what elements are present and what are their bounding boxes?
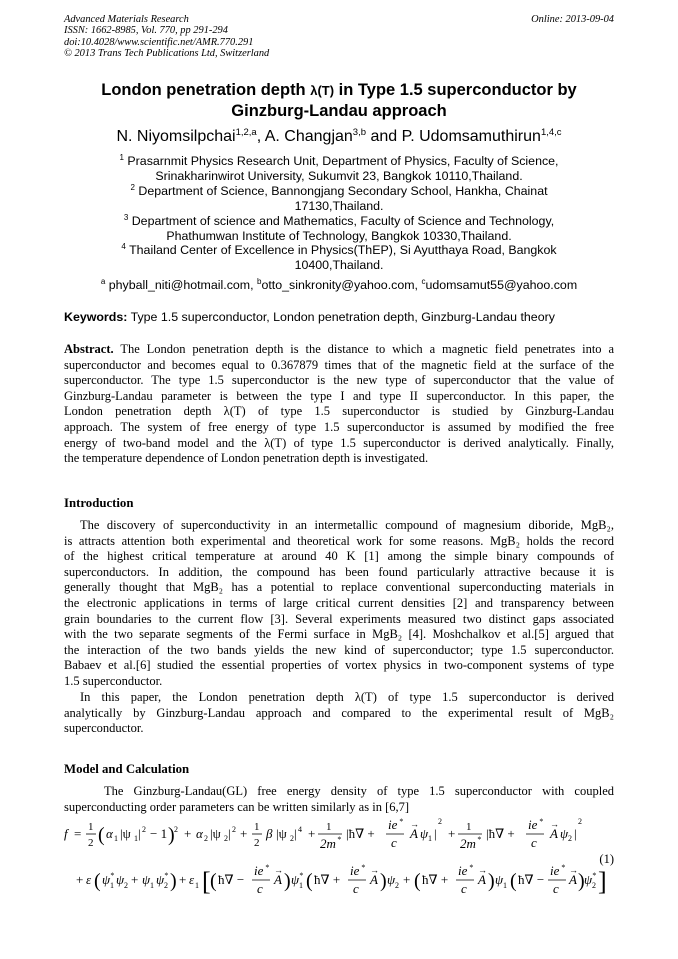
author-1: N. Niyomsilpchai xyxy=(116,128,236,145)
svg-text:*: * xyxy=(337,835,341,844)
svg-text:ie: ie xyxy=(528,817,538,832)
svg-text:1: 1 xyxy=(428,834,432,843)
svg-text:2: 2 xyxy=(568,834,572,843)
svg-text:ψ: ψ xyxy=(291,872,300,887)
intro-line: is attracts attention both experimental and theoretical work for some reasons. MgB₂ holds the record xyxy=(64,533,614,548)
svg-text:*: * xyxy=(399,817,403,826)
intro-line: superconductor. xyxy=(64,721,144,736)
svg-text:→: → xyxy=(478,865,487,875)
svg-text:2: 2 xyxy=(164,881,168,890)
abstract xyxy=(64,342,614,467)
svg-text:2m: 2m xyxy=(460,836,476,851)
affiliation-2 xyxy=(80,180,598,214)
svg-text:c: c xyxy=(257,881,263,896)
svg-text:|: | xyxy=(228,826,231,841)
svg-text:1: 1 xyxy=(88,821,94,833)
svg-text:*: * xyxy=(477,835,481,844)
affiliation-4 xyxy=(80,239,598,273)
email-c[interactable]: udomsamut55@yahoo.com xyxy=(425,278,578,292)
svg-text:A: A xyxy=(410,826,418,841)
introduction-paragraph-2 xyxy=(64,690,614,737)
svg-text:2: 2 xyxy=(438,817,442,826)
svg-text:+: + xyxy=(403,872,411,887)
issn-line: ISSN: 1662-8985, Vol. 770, pp 291-294 xyxy=(64,25,228,37)
affil-3-line-2: Phathumwan Institute of Technology, Bangkok 10330,Thailand. xyxy=(166,229,512,243)
affil-4-line-2: 10400,Thailand. xyxy=(294,258,384,272)
svg-text:(: ( xyxy=(414,870,421,892)
svg-text:2: 2 xyxy=(174,825,178,834)
svg-text:1: 1 xyxy=(326,821,332,833)
svg-text:c: c xyxy=(461,881,467,896)
affil-4-line-1: Thailand Center of Excellence in Physics(ThEP), Si Ayutthaya Road, Bangkok xyxy=(129,243,557,257)
svg-text:→: → xyxy=(410,819,419,829)
intro-line: Babaev et al.[6] studied the essential properties of vortex physics in two-component systems of type xyxy=(64,658,614,673)
author-emails xyxy=(64,274,614,293)
svg-text:(: ( xyxy=(94,870,101,892)
svg-text:1: 1 xyxy=(195,881,199,890)
svg-text:): ) xyxy=(380,870,387,892)
svg-text:+: + xyxy=(308,826,316,841)
journal-header xyxy=(64,14,269,60)
svg-text:2: 2 xyxy=(578,817,582,826)
svg-text:2: 2 xyxy=(254,837,260,849)
model-paragraph xyxy=(64,784,614,815)
svg-text:1: 1 xyxy=(150,881,154,890)
affil-2-num: 2 xyxy=(130,183,135,192)
author-3-sup: 1,4,c xyxy=(540,127,562,138)
keywords-text: Type 1.5 superconductor, London penetration depth, Ginzburg-Landau theory xyxy=(127,310,555,324)
introduction-heading: Introduction xyxy=(64,496,134,510)
equation-line-1 xyxy=(64,817,582,851)
journal-name: Advanced Materials Research xyxy=(64,14,189,25)
intro-line: superconductors. In addition, the compound has been found particularly attractive because it is xyxy=(64,564,614,579)
affil-3-line-1: Department of science and Mathematics, Faculty of Science and Technology, xyxy=(131,214,555,228)
svg-text:*: * xyxy=(361,863,365,872)
svg-text:+: + xyxy=(131,872,139,887)
svg-text:1: 1 xyxy=(110,881,114,890)
svg-text:|: | xyxy=(574,826,577,841)
affil-3-num: 3 xyxy=(123,213,129,222)
svg-text:α: α xyxy=(106,826,113,841)
svg-text:ie: ie xyxy=(350,863,360,878)
abstract-line: superconductor and becomes equal to 0.367879 times that of the magnetic field at the surface of the xyxy=(64,357,614,372)
intro-line: In this paper, the London penetration depth λ(T) of type 1.5 superconductor is derived xyxy=(80,690,614,704)
svg-text:→: → xyxy=(569,865,578,875)
svg-text:(: ( xyxy=(306,870,313,892)
svg-text:c: c xyxy=(353,881,359,896)
svg-text:2m: 2m xyxy=(320,836,336,851)
email-b[interactable]: otto_sinkronity@yahoo.com, xyxy=(261,278,422,292)
email-a[interactable]: phyball_niti@hotmail.com, xyxy=(108,278,258,292)
svg-text:ie: ie xyxy=(254,863,264,878)
svg-text:2: 2 xyxy=(204,834,208,843)
svg-text:ψ: ψ xyxy=(420,826,429,841)
svg-text:A: A xyxy=(370,872,378,887)
abstract-text: The London penetration depth is the distance to which a magnetic field penetrates into a xyxy=(113,342,614,356)
online-date: Online: 2013-09-04 xyxy=(531,14,614,25)
intro-line: 1.5 superconductor. xyxy=(64,673,163,688)
svg-text:(: ( xyxy=(98,824,105,846)
title-line-1 xyxy=(80,80,598,101)
svg-text:1: 1 xyxy=(114,834,118,843)
svg-text:ε: ε xyxy=(189,872,195,887)
affil-1-line-1: Prasarnmit Physics Research Unit, Department of Physics, Faculty of Science, xyxy=(127,154,559,168)
abstract-line: superconductor. The type 1.5 superconductor is the new type of superconductor that the value of xyxy=(64,373,614,388)
svg-text:+: + xyxy=(76,872,84,887)
svg-text:+: + xyxy=(240,826,248,841)
svg-text:2: 2 xyxy=(88,837,94,849)
svg-text:c: c xyxy=(531,835,537,850)
model-line: superconducting order parameters can be written similarly as in [6,7] xyxy=(64,799,410,814)
svg-text:=: = xyxy=(74,826,82,841)
author-1-sup: 1,2,a xyxy=(235,127,257,138)
doi-line[interactable]: doi:10.4028/www.scientific.net/AMR.770.291 xyxy=(64,36,254,48)
svg-text:*: * xyxy=(299,871,303,880)
model-line: The Ginzburg-Landau(GL) free energy density of type 1.5 superconductor with coupled xyxy=(104,784,614,798)
svg-text:|ħ∇ +: |ħ∇ + xyxy=(346,826,375,841)
svg-text:|: | xyxy=(294,826,297,841)
svg-text:+: + xyxy=(179,872,187,887)
author-list xyxy=(64,123,614,147)
equation-1 xyxy=(64,812,614,902)
svg-text:2: 2 xyxy=(142,825,146,834)
abstract-line: Ginzburg-Landau parameter is between the type I and type II superconductor. In this paper, the xyxy=(64,388,614,403)
svg-text:→: → xyxy=(370,865,379,875)
svg-text:ψ: ψ xyxy=(495,872,504,887)
svg-text:A: A xyxy=(274,872,282,887)
svg-text:1: 1 xyxy=(503,881,507,890)
svg-text:]: ] xyxy=(598,867,607,896)
svg-text:*: * xyxy=(265,863,269,872)
svg-text:2: 2 xyxy=(592,881,596,890)
affil-2-line-1: Department of Science, Bannongjang Secondary School, Hankha, Chainat xyxy=(138,184,548,198)
svg-text:|ψ: |ψ xyxy=(120,826,131,841)
equation-number: (1) xyxy=(599,852,614,866)
svg-text:ie: ie xyxy=(458,863,468,878)
svg-text:[: [ xyxy=(202,867,211,896)
author-3: and P. Udomsamuthirun xyxy=(366,128,541,145)
abstract-line: energy of two-band model and the λ(T) of type 1.5 superconductor is derived analytically. Finally, xyxy=(64,435,614,450)
svg-text:2: 2 xyxy=(232,825,236,834)
svg-text:ie: ie xyxy=(550,863,560,878)
svg-text:ie: ie xyxy=(388,817,398,832)
introduction-paragraph-1 xyxy=(64,518,614,690)
svg-text:A: A xyxy=(550,826,558,841)
svg-text:|ħ∇ +: |ħ∇ + xyxy=(486,826,515,841)
svg-text:ψ: ψ xyxy=(142,872,151,887)
affil-1-num: 1 xyxy=(119,153,124,162)
title-lambda: λ(T) xyxy=(310,83,335,98)
svg-text:ħ∇ +: ħ∇ + xyxy=(422,872,449,887)
svg-text:*: * xyxy=(110,871,114,880)
svg-text:c: c xyxy=(391,835,397,850)
svg-text:2: 2 xyxy=(224,834,228,843)
paper-title xyxy=(80,80,598,122)
title-part-b: in Type 1.5 superconductor by xyxy=(334,81,577,99)
model-heading: Model and Calculation xyxy=(64,762,190,776)
svg-text:1: 1 xyxy=(134,834,138,843)
author-2-sup: 3,b xyxy=(352,127,367,138)
svg-text:ψ: ψ xyxy=(387,872,396,887)
abstract-line: London penetration depth λ(T) of type 1.5 superconductor is studied by Ginzburg-Landau xyxy=(64,404,614,419)
svg-text:ψ: ψ xyxy=(156,872,165,887)
svg-text:ψ: ψ xyxy=(560,826,569,841)
title-line-2: Ginzburg-Landau approach xyxy=(231,102,447,120)
intro-line: The discovery of superconductivity in an intermetallic compound of magnesium diboride, MgB₂, xyxy=(80,518,614,532)
intro-line: grain boundaries to the current flow [3]. Several experiments measured two distinct gaps associated xyxy=(64,611,614,626)
abstract-line: approach. The system of free energy of type 1.5 superconductor is assumed by modified the free xyxy=(64,419,614,434)
equation-line-2 xyxy=(76,863,607,896)
svg-text:ħ∇ −: ħ∇ − xyxy=(518,872,545,887)
title-part-a: London penetration depth xyxy=(101,81,311,99)
abstract-line xyxy=(64,342,614,358)
svg-text:ε: ε xyxy=(86,872,92,887)
svg-text:*: * xyxy=(539,817,543,826)
intro-line: generally thought that MgB₂ has a potential to replace conventional superconducting materials in xyxy=(64,580,614,595)
svg-text:− 1: − 1 xyxy=(150,826,168,841)
svg-text:*: * xyxy=(561,863,565,872)
svg-text:): ) xyxy=(284,870,291,892)
svg-text:→: → xyxy=(550,819,559,829)
affil-1-line-2: Srinakharinwirot University, Sukumvit 23, Bangkok 10110,Thailand. xyxy=(155,169,523,183)
svg-text:ħ∇ +: ħ∇ + xyxy=(314,872,341,887)
svg-text:2: 2 xyxy=(395,881,399,890)
svg-text:α: α xyxy=(196,826,203,841)
svg-text:4: 4 xyxy=(298,825,302,834)
email-b-sup: b xyxy=(257,277,262,286)
svg-text:A: A xyxy=(569,872,577,887)
svg-text:): ) xyxy=(488,870,495,892)
intro-line: with the two separate segments of the Fermi surface in MgB₂ [4]. Moshchalkov et al.[5] argued that xyxy=(64,627,614,642)
svg-text:): ) xyxy=(170,870,177,892)
svg-text:|ψ: |ψ xyxy=(210,826,221,841)
abstract-line: the temperature dependence of London penetration depth is investigated. xyxy=(64,451,429,466)
svg-text:f: f xyxy=(64,826,68,841)
svg-text:1: 1 xyxy=(299,881,303,890)
intro-line: of the highest critical temperature at around 40 K [1] among the simple binary compounds of xyxy=(64,549,614,564)
svg-text:1: 1 xyxy=(254,821,260,833)
svg-text:): ) xyxy=(578,870,585,892)
svg-text:β: β xyxy=(266,826,273,841)
intro-line: the electronic applications in terms of large critical current densities [2] and transparency between xyxy=(64,595,614,610)
author-2: , A. Changjan xyxy=(256,128,353,145)
svg-text:→: → xyxy=(274,865,283,875)
svg-text:ψ: ψ xyxy=(584,872,593,887)
svg-text:ψ: ψ xyxy=(102,872,111,887)
keywords-label: Keywords: xyxy=(64,310,128,324)
affil-4-num: 4 xyxy=(121,242,126,251)
email-a-sup: a xyxy=(100,277,106,286)
svg-text:*: * xyxy=(592,871,596,880)
svg-text:): ) xyxy=(168,824,175,846)
svg-text:*: * xyxy=(164,871,168,880)
svg-text:(: ( xyxy=(210,870,217,892)
svg-text:(: ( xyxy=(510,870,517,892)
svg-text:ħ∇ −: ħ∇ − xyxy=(218,872,245,887)
intro-line: analytically by Ginzburg-Landau approach and compared to the experimental result of MgB₂ xyxy=(64,705,614,720)
svg-text:c: c xyxy=(553,881,559,896)
svg-text:|: | xyxy=(434,826,437,841)
copyright-line: © 2013 Trans Tech Publications Ltd, Switzerland xyxy=(64,48,270,60)
svg-text:2: 2 xyxy=(124,881,128,890)
svg-text:A: A xyxy=(478,872,486,887)
affil-2-line-2: 17130,Thailand. xyxy=(294,199,384,213)
svg-text:1: 1 xyxy=(466,821,472,833)
email-c-sup: c xyxy=(421,277,426,286)
svg-text:|: | xyxy=(138,826,141,841)
affiliation-1 xyxy=(80,150,598,184)
abstract-label: Abstract. xyxy=(64,342,114,356)
svg-text:ψ: ψ xyxy=(116,872,125,887)
svg-text:|ψ: |ψ xyxy=(276,826,287,841)
keywords xyxy=(64,310,614,325)
svg-text:*: * xyxy=(469,863,473,872)
svg-text:+: + xyxy=(448,826,456,841)
svg-text:+: + xyxy=(184,826,192,841)
svg-text:2: 2 xyxy=(290,834,294,843)
intro-line: the interaction of the two bands yields the new kind of superconductor; type 1.5 superconductor. xyxy=(64,642,614,657)
